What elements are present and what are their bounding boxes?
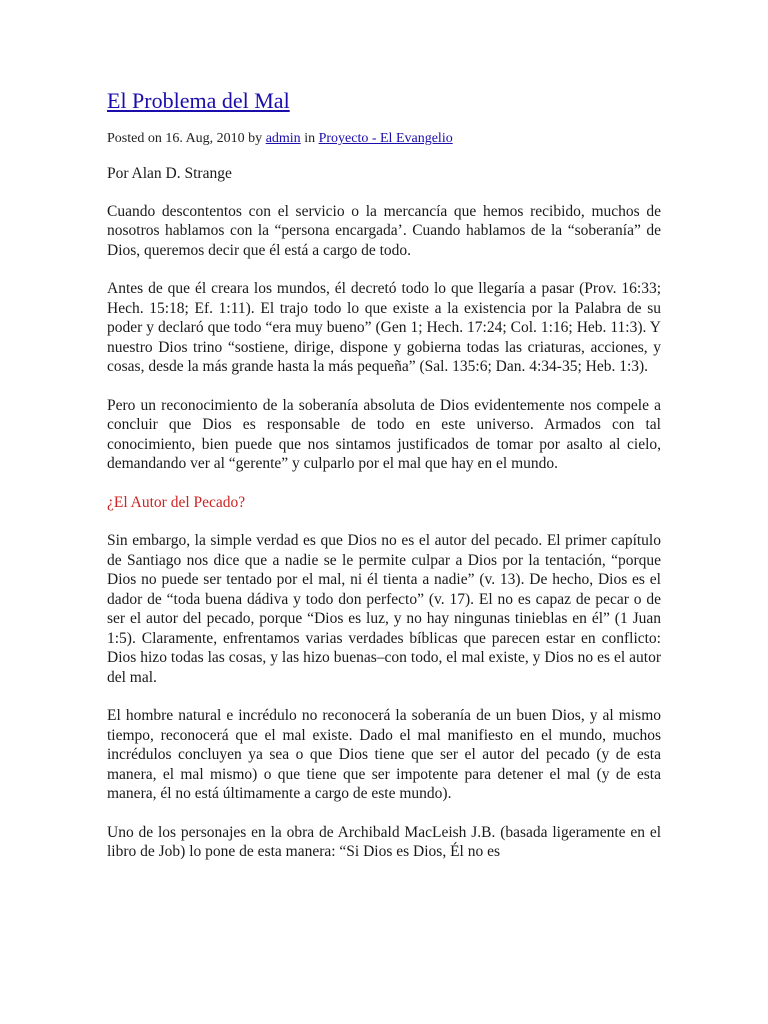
author-link[interactable]: admin bbox=[265, 131, 301, 146]
paragraph-3: Pero un reconocimiento de la soberanía absoluta de Dios evidentemente nos compele a concluir que Dios es responsable de todo en este universo. Armados con tal conocimiento, bien puede que nos sintamos justificados de tomar por asalto al cielo, demandando ver al “gerente” y culparlo por el mal que hay en el mundo. bbox=[107, 396, 661, 472]
category-link[interactable]: Proyecto - El Evangelio bbox=[318, 131, 453, 146]
article bbox=[107, 86, 661, 881]
post-meta bbox=[107, 130, 661, 148]
paragraph-5: El hombre natural e incrédulo no reconocerá la soberanía de un buen Dios, y al mismo tiempo, reconocerá que el mal existe. Dado el mal manifiesto en el mundo, muchos incrédulos concluyen ya sea o que Dios tiene que ser el autor del pecado (y de esta manera, el mal mismo) o que tiene que ser impotente para detener el mal (y de esta manera, él no está últimamente a cargo de este mundo). bbox=[107, 707, 661, 802]
paragraph-1: Cuando descontentos con el servicio o la mercancía que hemos recibido, muchos de nosotros hablamos con la “persona encargada’. Cuando hablamos de la “soberanía” de Dios, queremos decir que él está a cargo de todo. bbox=[107, 202, 661, 259]
posted-date-text: Posted on 16. Aug, 2010 by bbox=[107, 131, 266, 146]
byline: Por Alan D. Strange bbox=[107, 165, 232, 182]
paragraph-2: Antes de que él creara los mundos, él decretó todo lo que llegaría a pasar (Prov. 16:33; Hech. 15:18; Ef. 1:11). El trajo todo lo que existe a la existencia por la Palabra de su poder y declaró que todo “era muy bueno” (Gen 1; Hech. 17:24; Col. 1:16; Heb. 11:3). Y nuestro Dios trino “sostiene, dirige, dispone y gobierna todas las criaturas, acciones, y cosas, desde la más grande hasta la más pequeña” (Sal. 135:6; Dan. 4:34-35; Heb. 1:3). bbox=[107, 280, 661, 375]
in-text: in bbox=[300, 131, 319, 146]
paragraph-4: Sin embargo, la simple verdad es que Dios no es el autor del pecado. El primer capítulo de Santiago nos dice que a nadie se le permite culpar a Dios por la tentación, “porque Dios no puede ser tentado por el mal, ni él tienta a nadie” (v. 13). De hecho, Dios es el dador de “toda buena dádiva y todo don perfecto” (v. 17). El no es capaz de pecar o de ser el autor del pecado, porque “Dios es luz, y no hay ningunas tinieblas en él” (1 Juan 1:5). Claramente, enfrentamos varias verdades bíblicas que parecen estar en conflicto: Dios hizo todas las cosas, y las hizo buenas–con todo, el mal existe, y Dios no es el autor del mal. bbox=[107, 532, 661, 686]
post-title-link[interactable]: El Problema del Mal bbox=[107, 88, 290, 113]
paragraph-6: Uno de los personajes en la obra de Archibald MacLeish J.B. (basada ligeramente en el libro de Job) lo pone de esta manera: “Si Dios es Dios, Él no es bbox=[107, 823, 661, 860]
section-heading: ¿El Autor del Pecado? bbox=[107, 493, 246, 511]
post-title bbox=[107, 86, 661, 116]
